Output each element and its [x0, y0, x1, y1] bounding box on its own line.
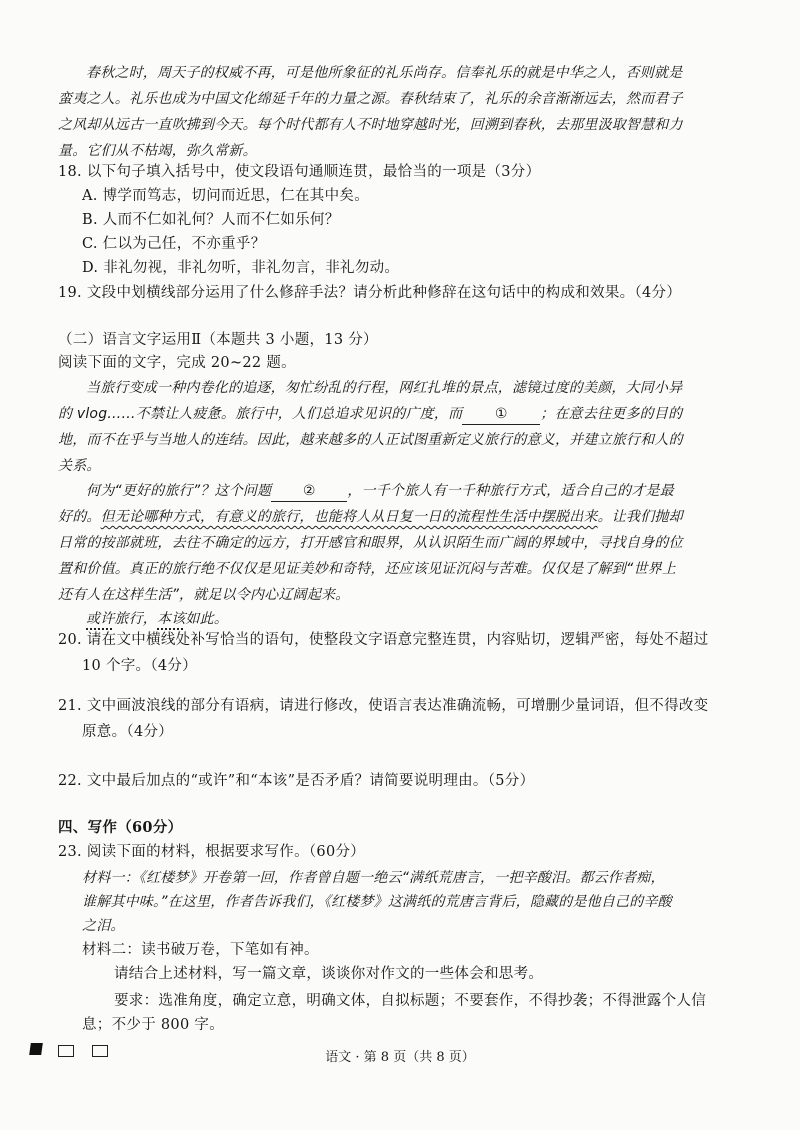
section-4-title: 四、写作（60分） — [58, 819, 183, 836]
material-1-line: 材料一：《红楼梦》开卷第一回，作者曾自题一绝云“满纸荒唐言，一把辛酸泪。都云作者痴， — [82, 870, 665, 886]
passage2-line: 地，而不在乎与当地人的连结。因此，越来越多的人正试图重新定义旅行的意义，并建立旅行和人的 — [58, 432, 683, 448]
passage2-text: ，一千个旅人有一千种旅行方式，适合自己的才是最 — [347, 483, 674, 499]
passage2-text: 。让我们抛却 — [597, 509, 683, 525]
fill-blank-1[interactable]: ① — [462, 404, 540, 425]
passage2-text: 旅行， — [114, 611, 158, 627]
section-2-title: （二）语言文字运用Ⅱ（本题共 3 小题，13 分） — [58, 332, 378, 348]
passage2-line: 日常的按部就班，去往不确定的远方，打开感官和眼界，从认识陌生而广阔的界域中，寻找自身的位 — [58, 535, 683, 551]
writing-task: 请结合上述材料，写一篇文章，谈谈你对作文的一些体会和思考。 — [114, 966, 544, 982]
passage2-line — [86, 609, 228, 629]
question-19-stem: 19. 文段中划横线部分运用了什么修辞手法？请分析此种修辞在这句话中的构成和效果。（4分） — [58, 285, 682, 301]
passage2-line — [58, 507, 683, 527]
question-21-line: 21. 文中画波浪线的部分有语病，请进行修改，使语言表达准确流畅，可增删少量词语，但不得改变 — [58, 698, 709, 714]
question-18-option-b: B. 人而不仁如礼何？人而不仁如乐何？ — [82, 212, 340, 228]
passage-line: 之风却从远古一直吹拂到今天。每个时代都有人不时地穿越时光，回溯到春秋，去那里汲取智慧和力 — [58, 117, 683, 133]
question-18-option-d: D. 非礼勿视，非礼勿听，非礼勿言，非礼勿动。 — [82, 260, 400, 276]
passage-line: 蛮夷之人。礼乐也成为中国文化绵延千年的力量之源。春秋结束了，礼乐的余音渐渐远去，然而君子 — [58, 91, 683, 107]
passage2-text: 如此。 — [185, 611, 229, 627]
writing-requirements: 息；不少于 800 字。 — [82, 1017, 224, 1033]
passage2-line — [86, 481, 674, 502]
passage2-line: 关系。 — [58, 458, 101, 474]
question-18-option-c: C. 仁以为己任，不亦重乎？ — [82, 236, 266, 252]
question-21-line: 原意。（4分） — [82, 724, 174, 740]
section-2-instruction: 阅读下面的文字，完成 20~22 题。 — [58, 355, 296, 371]
passage-line: 春秋之时，周天子的权威不再，可是他所象征的礼乐尚存。信奉礼乐的就是中华之人，否则就是 — [86, 65, 683, 81]
passage2-line: 置和价值。真正的旅行绝不仅仅是见证美妙和奇特，还应该见证沉闷与苦难。仅仅是了解到“世界上 — [58, 561, 677, 577]
question-22-line: 22. 文中最后加点的“或许”和“本该”是否矛盾？请简要说明理由。（5分） — [58, 773, 535, 789]
question-20-line: 20. 请在文中横线处补写恰当的语句，使整段文字语意完整连贯，内容贴切，逻辑严密，每处不超过 — [58, 632, 709, 648]
question-20-line: 10 个字。（4分） — [82, 658, 198, 674]
wavy-underlined-sentence: 但无论哪种方式，有意义的旅行，也能将人从日复一日的流程性生活中摆脱出来 — [100, 509, 598, 525]
material-1-line: 之泪。 — [82, 918, 125, 934]
question-23-stem: 23. 阅读下面的材料，根据要求写作。（60分） — [58, 844, 366, 860]
dotted-word-huoxu: 或许 — [86, 611, 115, 627]
passage2-text: 好的。 — [58, 509, 101, 525]
passage2-line: 还有人在这样生活”，就足以令内心辽阔起来。 — [58, 587, 350, 603]
question-18-stem: 18. 以下句子填入括号中，使文段语句通顺连贯，最恰当的一项是（3分） — [58, 164, 541, 180]
page-number-footer: 语文 · 第 8 页（共 8 页） — [325, 1050, 475, 1065]
passage2-line — [58, 404, 682, 425]
question-18-option-a: A. 博学而笃志，切问而近思，仁在其中矣。 — [82, 188, 369, 204]
material-1-line: 谁解其中味。”在这里，作者告诉我们，《红楼梦》这满纸的荒唐言背后，隐藏的是他自己的辛酸 — [82, 894, 672, 910]
passage-line: 量。它们从不枯竭，弥久常新。 — [58, 143, 257, 159]
passage2-text: ；在意去往更多的目的 — [540, 406, 683, 422]
passage2-text: 何为“更好的旅行”？这个问题 — [86, 483, 272, 499]
fill-blank-2[interactable]: ② — [271, 481, 347, 502]
material-2-line: 材料二：读书破万卷，下笔如有神。 — [82, 942, 319, 958]
passage2-text: 的 vlog……不禁让人疲惫。旅行中，人们总追求见识的广度，而 — [58, 406, 463, 422]
writing-requirements: 要求：选准角度，确定立意，明确文体，自拟标题；不要套作，不得抄袭；不得泄露个人信 — [114, 993, 706, 1009]
passage2-line: 当旅行变成一种内卷化的追逐，匆忙纷乱的行程，网红扎堆的景点，滤镜过度的美颜，大同小异 — [86, 380, 683, 396]
dotted-word-bengai: 本该 — [157, 611, 186, 627]
